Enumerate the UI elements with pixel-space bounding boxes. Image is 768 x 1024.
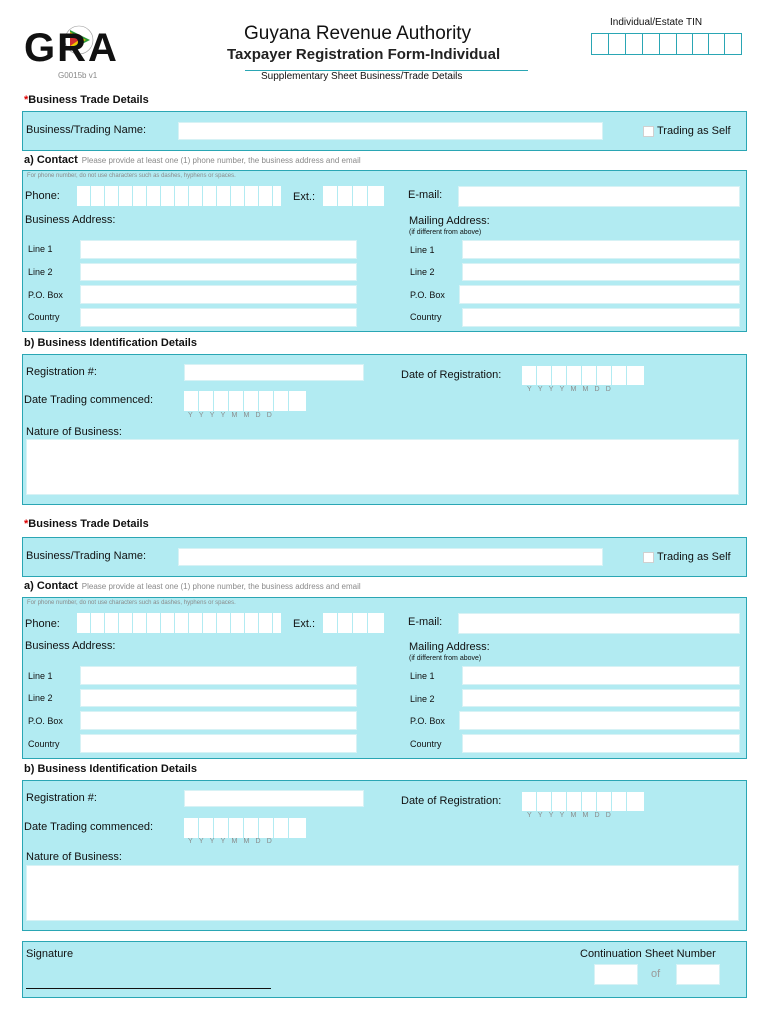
mailing-pobox-label: P.O. Box — [410, 290, 445, 300]
business-line2-label: Line 2 — [28, 267, 53, 277]
signature-line[interactable] — [26, 988, 271, 989]
ext-label: Ext.: — [293, 618, 316, 630]
contact-heading: a) Contact Please provide at least one (1) phone number, the business address and email — [24, 154, 361, 166]
contact-panel — [22, 597, 747, 759]
business-line1-label: Line 1 — [28, 244, 53, 254]
contact-heading: a) Contact Please provide at least one (1) phone number, the business address and email — [24, 580, 361, 592]
business-pobox-label: P.O. Box — [28, 290, 63, 300]
date-trading-label: Date Trading commenced: — [24, 821, 154, 833]
signature-label: Signature — [26, 948, 74, 960]
continuation-total-input[interactable] — [676, 964, 720, 985]
mailing-country-input[interactable] — [462, 734, 740, 753]
date-trading-hint: YYYYMMDD — [188, 838, 279, 845]
nature-label: Nature of Business: — [26, 851, 122, 863]
date-registration-hint: YYYYMMDD — [527, 812, 618, 819]
mailing-line1-input[interactable] — [462, 666, 740, 685]
phone-label: Phone: — [25, 190, 60, 202]
mailing-address-label: Mailing Address: — [409, 215, 490, 227]
trading-as-self-label: Trading as Self — [657, 125, 731, 137]
business-line2-label: Line 2 — [28, 693, 53, 703]
mailing-line2-label: Line 2 — [410, 267, 435, 277]
mailing-line1-input[interactable] — [462, 240, 740, 259]
phone-label: Phone: — [25, 618, 60, 630]
mailing-country-label: Country — [410, 312, 442, 322]
nature-label: Nature of Business: — [26, 426, 122, 438]
authority-title: Guyana Revenue Authority — [244, 23, 472, 44]
mailing-note: (if different from above) — [409, 655, 482, 662]
sheet-title-underline — [245, 70, 528, 71]
email-input[interactable] — [458, 613, 740, 634]
registration-input[interactable] — [184, 790, 364, 807]
date-registration-label: Date of Registration: — [401, 795, 502, 807]
date-registration-label: Date of Registration: — [401, 369, 502, 381]
business-line2-input[interactable] — [80, 689, 357, 707]
phone-input[interactable] — [77, 613, 281, 633]
mailing-address-label: Mailing Address: — [409, 641, 490, 653]
business-pobox-input[interactable] — [80, 711, 357, 730]
ext-label: Ext.: — [293, 191, 316, 203]
date-trading-input[interactable] — [184, 818, 306, 838]
mailing-note: (if different from above) — [409, 229, 482, 236]
phone-input[interactable] — [77, 186, 281, 206]
mailing-line1-label: Line 1 — [410, 245, 435, 255]
identification-heading: b) Business Identification Details — [24, 763, 197, 775]
business-line1-input[interactable] — [80, 666, 357, 685]
registration-input[interactable] — [184, 364, 364, 381]
business-name-input[interactable] — [178, 122, 603, 140]
registration-label: Registration #: — [26, 366, 97, 378]
mailing-country-input[interactable] — [462, 308, 740, 327]
signature-panel — [22, 941, 747, 998]
trade-heading: *Business Trade Details — [24, 94, 149, 106]
business-country-input[interactable] — [80, 308, 357, 327]
trading-as-self-checkbox[interactable] — [643, 126, 654, 137]
contact-panel — [22, 170, 747, 332]
mailing-country-label: Country — [410, 739, 442, 749]
sheet-title: Supplementary Sheet Business/Trade Details — [261, 71, 463, 82]
business-country-label: Country — [28, 739, 60, 749]
trade-heading: *Business Trade Details — [24, 518, 149, 530]
business-address-label: Business Address: — [25, 640, 116, 652]
identification-heading: b) Business Identification Details — [24, 337, 197, 349]
trade-name-panel — [22, 111, 747, 151]
phone-note: For phone number, do not use characters such as dashes, hyphens or spaces. — [27, 173, 236, 179]
ext-input[interactable] — [323, 613, 384, 633]
phone-note: For phone number, do not use characters such as dashes, hyphens or spaces. — [27, 600, 236, 606]
business-pobox-label: P.O. Box — [28, 716, 63, 726]
identification-panel — [22, 354, 747, 505]
business-line2-input[interactable] — [80, 263, 357, 281]
trade-name-panel — [22, 537, 747, 577]
mailing-line1-label: Line 1 — [410, 671, 435, 681]
business-country-input[interactable] — [80, 734, 357, 753]
mailing-pobox-input[interactable] — [459, 711, 740, 730]
email-input[interactable] — [458, 186, 740, 207]
continuation-of-label: of — [651, 968, 661, 980]
tin-label: Individual/Estate TIN — [610, 17, 703, 28]
nature-input[interactable] — [26, 865, 739, 921]
business-line1-input[interactable] — [80, 240, 357, 259]
identification-panel — [22, 780, 747, 931]
business-name-label: Business/Trading Name: — [26, 550, 147, 562]
tin-input[interactable] — [591, 33, 742, 55]
date-trading-input[interactable] — [184, 391, 306, 411]
gra-logo — [24, 22, 144, 72]
registration-label: Registration #: — [26, 792, 97, 804]
form-title: Taxpayer Registration Form-Individual — [227, 46, 501, 63]
business-address-label: Business Address: — [25, 214, 116, 226]
business-name-label: Business/Trading Name: — [26, 124, 147, 136]
mailing-line2-input[interactable] — [462, 263, 740, 281]
business-pobox-input[interactable] — [80, 285, 357, 304]
continuation-label: Continuation Sheet Number — [580, 948, 716, 960]
trading-as-self-label: Trading as Self — [657, 551, 731, 563]
trading-as-self-checkbox[interactable] — [643, 552, 654, 563]
mailing-line2-input[interactable] — [462, 689, 740, 707]
date-registration-input[interactable] — [522, 792, 644, 811]
business-line1-label: Line 1 — [28, 671, 53, 681]
date-trading-label: Date Trading commenced: — [24, 394, 154, 406]
email-label: E-mail: — [408, 616, 443, 628]
mailing-pobox-label: P.O. Box — [410, 716, 445, 726]
ext-input[interactable] — [323, 186, 384, 206]
mailing-pobox-input[interactable] — [459, 285, 740, 304]
gra-logo-text: GRA — [24, 26, 119, 70]
date-trading-hint: YYYYMMDD — [188, 412, 279, 419]
form-code: G0015b v1 — [58, 71, 98, 80]
nature-input[interactable] — [26, 439, 739, 495]
mailing-line2-label: Line 2 — [410, 694, 435, 704]
date-registration-hint: YYYYMMDD — [527, 386, 618, 393]
business-country-label: Country — [28, 312, 60, 322]
continuation-current-input[interactable] — [594, 964, 638, 985]
business-name-input[interactable] — [178, 548, 603, 566]
email-label: E-mail: — [408, 189, 443, 201]
date-registration-input[interactable] — [522, 366, 644, 385]
